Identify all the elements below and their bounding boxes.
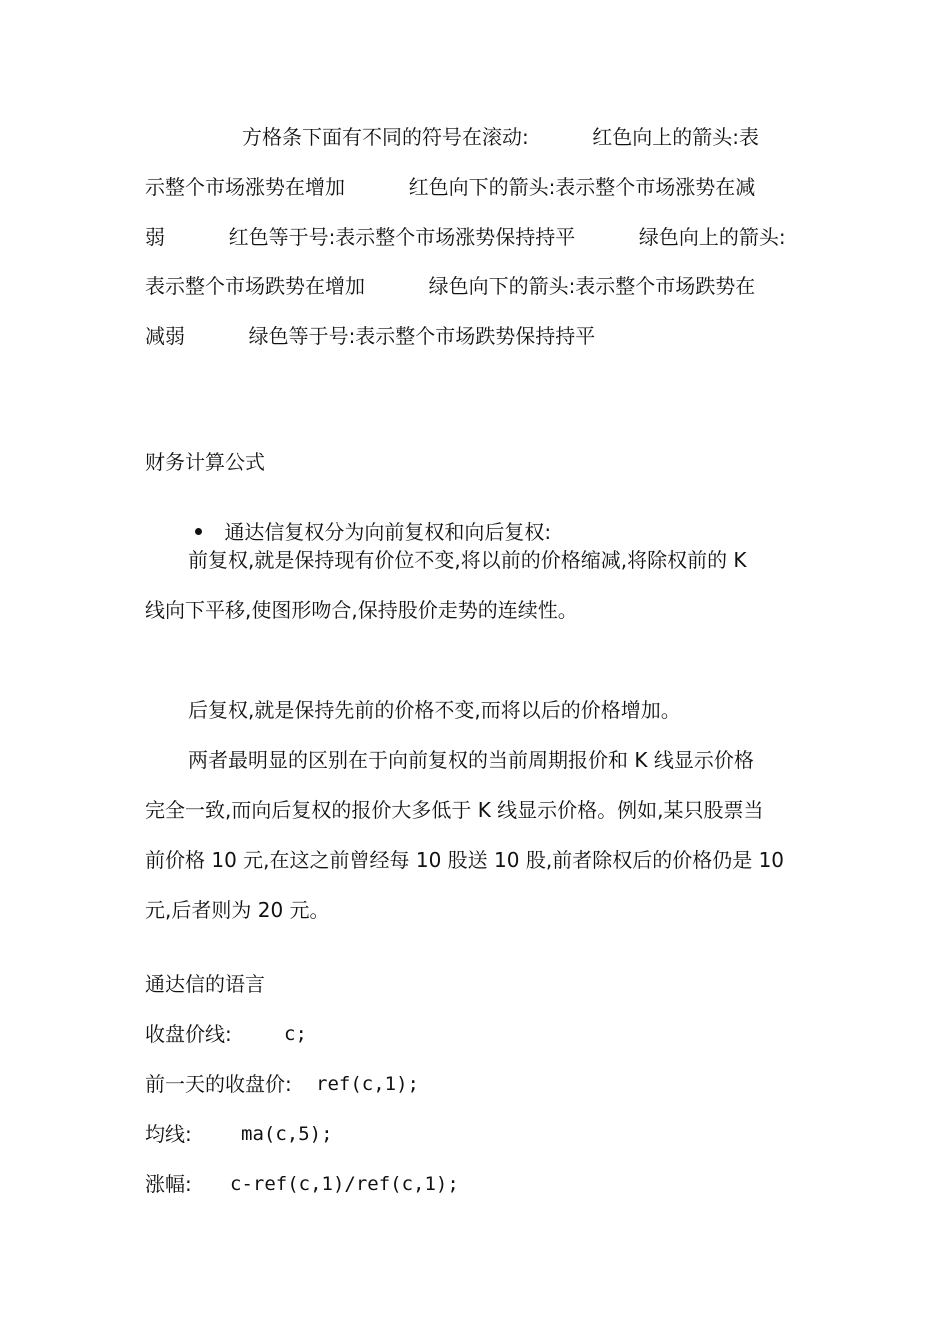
bullet-dot-icon — [195, 528, 202, 535]
finance-heading: 财务计算公式 — [145, 450, 265, 474]
intro-line-4: 表示整个市场跌势在增加 绿色向下的箭头:表示整个市场跌势在 — [145, 274, 756, 298]
paragraph3-line-3: 前价格 10 元,在这之前曾经每 10 股送 10 股,前者除权后的价格仍是 10 — [145, 848, 785, 872]
code-value-moving-average: ma(c,5); — [241, 1123, 333, 1145]
code-label-prev-close: 前一天的收盘价: — [145, 1072, 292, 1096]
code-value-change: c-ref(c,1)/ref(c,1); — [230, 1173, 459, 1195]
code-value-prev-close: ref(c,1); — [316, 1073, 419, 1095]
paragraph3-line-2: 完全一致,而向后复权的报价大多低于 K 线显示价格。例如,某只股票当 — [145, 798, 764, 822]
paragraph1-line-2: 线向下平移,使图形吻合,保持股价走势的连续性。 — [145, 598, 578, 622]
paragraph3-line-4: 元,后者则为 20 元。 — [145, 898, 330, 922]
intro-line-5: 减弱 绿色等于号:表示整个市场跌势保持持平 — [145, 324, 596, 348]
intro-line-2: 示整个市场涨势在增加 红色向下的箭头:表示整个市场涨势在减 — [145, 175, 756, 199]
code-label-close-line: 收盘价线: — [145, 1022, 232, 1046]
language-heading: 通达信的语言 — [145, 972, 265, 996]
paragraph3-line-1: 两者最明显的区别在于向前复权的当前周期报价和 K 线显示价格 — [188, 748, 754, 772]
code-label-change: 涨幅: — [145, 1172, 192, 1196]
finance-bullet-text: 通达信复权分为向前复权和向后复权: — [224, 520, 552, 544]
paragraph2-line-1: 后复权,就是保持先前的价格不变,而将以后的价格增加。 — [188, 698, 681, 722]
paragraph1-line-1: 前复权,就是保持现有价位不变,将以前的价格缩减,将除权前的 K — [188, 548, 747, 572]
code-value-close-line: c; — [284, 1023, 307, 1045]
intro-line-1: 方格条下面有不同的符号在滚动: 红色向上的箭头:表 — [242, 125, 760, 149]
intro-line-3: 弱 红色等于号:表示整个市场涨势保持持平 绿色向上的箭头: — [145, 225, 786, 249]
code-label-moving-average: 均线: — [145, 1122, 192, 1146]
